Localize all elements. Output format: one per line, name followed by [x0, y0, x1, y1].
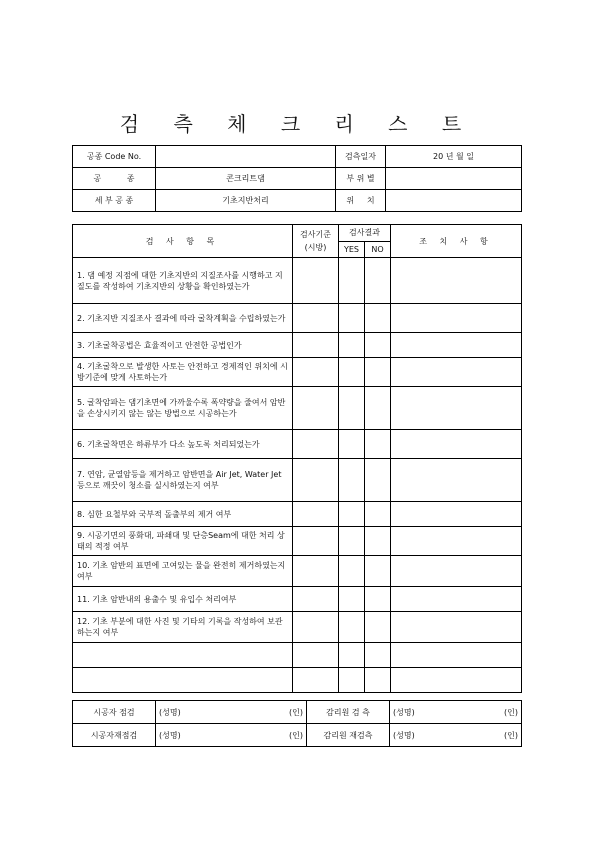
check-yes-cell[interactable]: [339, 333, 365, 358]
check-item-text: [73, 643, 293, 668]
check-yes-cell[interactable]: [339, 387, 365, 430]
supervisor-recheck-label: 감리원 재검측: [307, 724, 390, 747]
check-no-cell[interactable]: [365, 258, 391, 304]
part-label: 부 위 별: [336, 168, 386, 190]
contractor-recheck-label: 시공자재점검: [73, 724, 156, 747]
header-table: [72, 145, 522, 212]
checklist-row: [73, 387, 522, 430]
check-no-cell[interactable]: [365, 668, 391, 693]
work-value[interactable]: 콘크리트댐: [156, 168, 336, 190]
page-title: 검 측 체 크 리 스 트: [119, 112, 476, 136]
checklist-row: [73, 643, 522, 668]
code-value[interactable]: [156, 146, 336, 168]
check-yes-cell[interactable]: [339, 358, 365, 387]
check-yes-cell[interactable]: [339, 459, 365, 502]
checklist-row: [73, 587, 522, 612]
part-value[interactable]: [386, 168, 522, 190]
code-label: 공종 Code No.: [73, 146, 156, 168]
check-yes-cell[interactable]: [339, 643, 365, 668]
check-standard-cell[interactable]: [293, 430, 339, 459]
work-label: 공 종: [73, 168, 156, 190]
col-yes-header: YES: [339, 241, 365, 258]
check-no-cell[interactable]: [365, 387, 391, 430]
check-action-cell[interactable]: [391, 430, 522, 459]
check-action-cell[interactable]: [391, 643, 522, 668]
check-yes-cell[interactable]: [339, 668, 365, 693]
check-no-cell[interactable]: [365, 333, 391, 358]
signature-row-2: [73, 724, 522, 747]
location-label: 위 치: [336, 190, 386, 212]
check-standard-cell[interactable]: [293, 668, 339, 693]
checklist-row: [73, 502, 522, 527]
check-standard-cell[interactable]: [293, 612, 339, 643]
col-no-header: NO: [365, 241, 391, 258]
date-value[interactable]: 20 년 월 일: [386, 146, 522, 168]
seal-mark: (인): [504, 730, 518, 740]
signature-row-1: [73, 701, 522, 724]
checklist-row: [73, 556, 522, 587]
name-placeholder: (성명): [159, 730, 181, 740]
contractor-manager-label: 시공자 점검: [73, 701, 156, 724]
check-yes-cell[interactable]: [339, 556, 365, 587]
check-no-cell[interactable]: [365, 587, 391, 612]
checklist-row: [73, 358, 522, 387]
check-no-cell[interactable]: [365, 612, 391, 643]
check-item-text: 8. 심한 요철부와 국부적 돌출부의 제거 여부: [73, 502, 293, 527]
checklist-row: [73, 258, 522, 304]
checklist-row: [73, 430, 522, 459]
check-action-cell[interactable]: [391, 459, 522, 502]
signature-table: [72, 700, 522, 747]
checklist-header-row: [73, 225, 522, 242]
check-no-cell[interactable]: [365, 430, 391, 459]
check-action-cell[interactable]: [391, 258, 522, 304]
check-standard-cell[interactable]: [293, 587, 339, 612]
check-yes-cell[interactable]: [339, 587, 365, 612]
check-action-cell[interactable]: [391, 387, 522, 430]
name-placeholder: (성명): [393, 730, 415, 740]
check-action-cell[interactable]: [391, 527, 522, 556]
supervisor-recheck-sign[interactable]: [390, 724, 522, 747]
col-action-header: 조 치 사 항: [391, 225, 522, 258]
check-standard-cell[interactable]: [293, 358, 339, 387]
check-action-cell[interactable]: [391, 556, 522, 587]
check-item-text: 7. 연암, 균열암등을 제거하고 암반면을 Air Jet, Water Jet 등으로 깨끗이 청소를 실시하였는지 여부: [73, 459, 293, 502]
check-standard-cell[interactable]: [293, 527, 339, 556]
check-item-text: 11. 기초 암반내의 용출수 및 유입수 처리여부: [73, 587, 293, 612]
check-item-text: 1. 댐 예정 지점에 대한 기초지반의 지질조사를 시행하고 지질도를 작성하여 기초지반의 상황을 확인하였는가: [73, 258, 293, 304]
header-row-detail: [73, 190, 522, 212]
col-item-header: 검 사 항 목: [73, 225, 293, 258]
check-no-cell[interactable]: [365, 304, 391, 333]
check-item-text: 2. 기초지반 지질조사 결과에 따라 굴착계획을 수립하였는가: [73, 304, 293, 333]
check-no-cell[interactable]: [365, 643, 391, 668]
checklist-row: [73, 304, 522, 333]
check-standard-cell[interactable]: [293, 304, 339, 333]
date-label: 검측일자: [336, 146, 386, 168]
check-item-text: 9. 시공기면의 풍화대, 파쇄대 및 단층Seam에 대한 처리 상태의 적정 여부: [73, 527, 293, 556]
check-standard-cell[interactable]: [293, 258, 339, 304]
detail-value[interactable]: 기초지반처리: [156, 190, 336, 212]
supervisor-check-sign[interactable]: [390, 701, 522, 724]
check-no-cell[interactable]: [365, 556, 391, 587]
checklist-row: [73, 668, 522, 693]
check-no-cell[interactable]: [365, 527, 391, 556]
check-action-cell[interactable]: [391, 502, 522, 527]
col-result-header: 검사결과: [339, 225, 391, 242]
checklist-table: [72, 224, 522, 693]
check-yes-cell[interactable]: [339, 612, 365, 643]
seal-mark: (인): [504, 707, 518, 717]
checklist-row: [73, 333, 522, 358]
check-yes-cell[interactable]: [339, 527, 365, 556]
check-action-cell[interactable]: [391, 612, 522, 643]
check-action-cell[interactable]: [391, 587, 522, 612]
check-action-cell[interactable]: [391, 304, 522, 333]
check-standard-cell[interactable]: [293, 387, 339, 430]
check-standard-cell[interactable]: [293, 556, 339, 587]
check-item-text: 3. 기초굴착공법은 효율적이고 안전한 공법인가: [73, 333, 293, 358]
header-row-code: [73, 146, 522, 168]
header-row-work: [73, 168, 522, 190]
contractor-recheck-sign[interactable]: [156, 724, 307, 747]
check-item-text: 4. 기초굴착으로 발생한 사토는 안전하고 경제적인 위치에 시방기준에 맞게 사토하는가: [73, 358, 293, 387]
contractor-manager-sign[interactable]: [156, 701, 307, 724]
name-placeholder: (성명): [159, 707, 181, 717]
detail-label: 세 부 공 종: [73, 190, 156, 212]
checklist-row: [73, 612, 522, 643]
checklist-row: [73, 527, 522, 556]
check-yes-cell[interactable]: [339, 430, 365, 459]
check-action-cell[interactable]: [391, 358, 522, 387]
check-yes-cell[interactable]: [339, 502, 365, 527]
check-standard-cell[interactable]: [293, 459, 339, 502]
check-item-text: 6. 기초굴착면은 하류부가 다소 높도록 처리되었는가: [73, 430, 293, 459]
check-no-cell[interactable]: [365, 358, 391, 387]
name-placeholder: (성명): [393, 707, 415, 717]
seal-mark: (인): [289, 707, 303, 717]
check-action-cell[interactable]: [391, 333, 522, 358]
supervisor-check-label: 감리원 검 측: [307, 701, 390, 724]
check-no-cell[interactable]: [365, 459, 391, 502]
check-item-text: 5. 굴착암파는 댐기초면에 가까울수록 폭약량을 줄여서 암반을 손상시키지 않는 않는 방법으로 시공하는가: [73, 387, 293, 430]
location-value[interactable]: [386, 190, 522, 212]
checklist-body: [73, 258, 522, 693]
check-standard-cell[interactable]: [293, 333, 339, 358]
col-standard-header: 검사기준 (시방): [293, 225, 339, 258]
check-item-text: 12. 기초 부분에 대한 사진 및 기타의 기록을 작성하여 보관하는지 여부: [73, 612, 293, 643]
check-standard-cell[interactable]: [293, 502, 339, 527]
seal-mark: (인): [289, 730, 303, 740]
check-item-text: 10. 기초 암반의 표면에 고여있는 물을 완전히 제거하였는지 여부: [73, 556, 293, 587]
check-item-text: [73, 668, 293, 693]
check-action-cell[interactable]: [391, 668, 522, 693]
check-yes-cell[interactable]: [339, 258, 365, 304]
check-standard-cell[interactable]: [293, 643, 339, 668]
checklist-row: [73, 459, 522, 502]
check-no-cell[interactable]: [365, 502, 391, 527]
check-yes-cell[interactable]: [339, 304, 365, 333]
